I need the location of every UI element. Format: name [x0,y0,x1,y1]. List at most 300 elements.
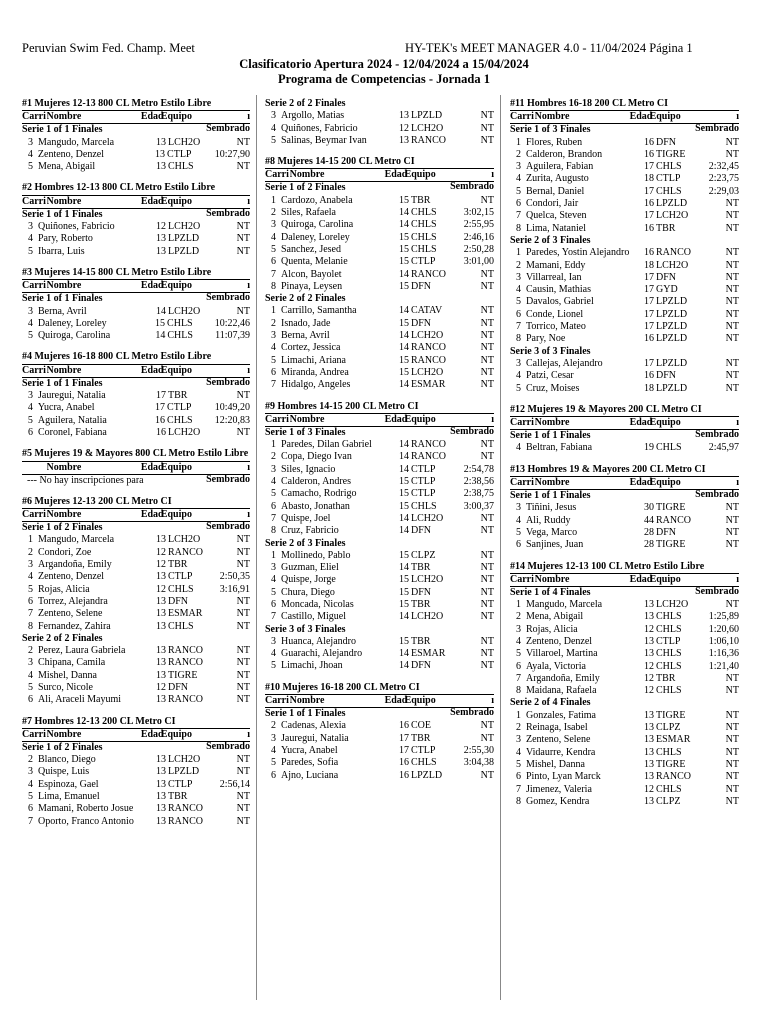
team-code: CHLS [411,500,437,512]
swimmer-age: 13 [156,136,166,148]
lane-number: 2 [516,148,521,160]
seed-time: NT [480,330,494,342]
seed-time: NT [236,620,250,632]
swimmer-age: 13 [156,669,166,681]
seed-time: NT [236,305,250,317]
swimmer-name: Siles, Ignacio [281,463,336,475]
lane-number: 6 [271,366,276,378]
team-code: CHLS [411,207,437,219]
lane-header: Carri [22,111,46,123]
event-title: #9 Hombres 14-15 200 CL Metro CI [265,400,419,412]
swimmer-age: 13 [156,245,166,257]
team-code: CHLS [656,746,682,758]
team-code: TIGRE [656,709,686,721]
swimmer-age: 30 [644,502,654,514]
team-code: TIGRE [656,148,686,160]
entry-row [265,318,494,330]
event-block [22,182,250,257]
team-code: ESMAR [411,648,446,660]
lane-number: 4 [516,442,521,454]
swimmer-name: Alcon, Bayolet [281,268,342,280]
entry-row [265,550,494,562]
lane-number: 6 [28,426,33,438]
lane-number: 8 [516,795,521,807]
seed-time: 2:32,45 [708,161,739,173]
entry-row [510,734,739,746]
swimmer-age: 14 [399,562,409,574]
team-code: CHLS [411,243,437,255]
entry-row [265,501,494,513]
entry-row [510,370,739,382]
heat-label: Serie 1 of 1 Finales [22,377,103,389]
heat-label: Serie 3 of 3 Finales [510,345,591,357]
entry-row [510,759,739,771]
entry-row [265,587,494,599]
swimmer-age: 15 [399,549,409,561]
age-header: Edad [140,195,164,207]
seed-time: 2:55,30 [463,744,494,756]
lane-number: 6 [28,595,33,607]
name-header: Nombre [46,728,82,740]
swimmer-name: Quispe, Luis [38,766,90,778]
swimmer-age: 14 [399,611,409,623]
team-code: CHLS [411,231,437,243]
team-code: TBR [411,598,431,610]
entry-row [22,402,250,414]
lane-number: 8 [271,280,276,292]
lane-number: 2 [28,645,33,657]
program-column-1 [22,98,250,837]
seed-time: 1:06,10 [708,635,739,647]
entry-row [22,246,250,258]
lane-number: 6 [516,771,521,783]
seed-time: NT [236,645,250,657]
lane-number: 4 [271,122,276,134]
swimmer-name: Gomez, Kendra [526,795,590,807]
team-header: Equipo [160,728,192,740]
swimmer-name: Surco, Nicole [38,681,93,693]
lane-number: 5 [28,245,33,257]
swimmer-name: Pary, Noe [526,333,566,345]
team-code: CTLP [168,571,193,583]
swimmer-name: Jauregui, Natalia [38,390,106,402]
seed-time: NT [236,559,250,571]
team-code: CHLS [168,620,194,632]
lane-number: 4 [271,574,276,586]
swimmer-name: Quiñones, Fabricio [38,221,115,233]
swimmer-age: 13 [644,795,654,807]
seed-time: NT [236,803,250,815]
entry-row [22,427,250,439]
team-code: RANCO [168,546,204,558]
lane-number: 6 [28,694,33,706]
seed-time: NT [725,734,739,746]
seed-time: NT [480,562,494,574]
team-code: CHLS [167,317,193,329]
team-code: CTLP [167,148,192,160]
seed-header: ı Sembrado [695,573,740,597]
seed-time: NT [480,769,494,781]
entry-row [22,161,250,173]
team-code: DFN [411,660,432,672]
swimmer-age: 15 [399,574,409,586]
entry-row [265,525,494,537]
swimmer-name: Villaroel, Martina [526,648,598,660]
swimmer-age: 16 [399,720,409,732]
seed-time: NT [725,198,739,210]
swimmer-name: Jimenez, Valeria [526,783,592,795]
swimmer-name: Zenteno, Denzel [38,571,105,583]
entry-row [22,306,250,318]
seed-header: ı Sembrado [450,413,495,437]
lane-number: 5 [271,134,276,146]
entry-row [510,383,739,395]
swimmer-age: 28 [644,539,654,551]
swimmer-age: 15 [399,194,409,206]
team-code: TBR [411,194,431,206]
swimmer-age: 12 [156,546,166,558]
team-code: LCH2O [168,754,201,766]
swimmer-name: Mena, Abigail [38,161,96,173]
heat-label: Serie 1 of 4 Finales [510,586,591,598]
swimmer-age: 15 [155,317,166,329]
team-code: LPZLD [168,766,200,778]
swimmer-name: Berna, Avril [38,305,87,317]
team-code: LCH2O [411,611,444,623]
lane-number: 5 [271,586,276,598]
age-header: Edad [384,413,408,425]
team-code: RANCO [168,815,204,827]
lane-number: 3 [28,657,33,669]
entry-row [265,562,494,574]
seed-time: NT [236,791,250,803]
entry-row [510,210,739,222]
swimmer-name: Zenteno, Selene [526,734,591,746]
swimmer-age: 16 [156,426,166,438]
swimmer-name: Flores, Ruben [526,136,583,148]
lane-header: Carri [22,280,46,292]
entry-row [265,244,494,256]
lane-header: Carri [510,417,534,429]
name-header: Nombre [46,461,82,473]
seed-time: 2:56,14 [219,778,250,790]
seed-header: ı Sembrado [206,280,250,304]
lane-number: 3 [28,221,33,233]
lane-number: 3 [271,110,276,122]
swimmer-age: 15 [399,231,409,243]
name-header: Nombre [289,413,325,425]
entry-row [22,754,250,766]
team-code: RANCO [411,342,447,354]
swimmer-age: 14 [399,648,409,660]
swimmer-age: 13 [644,722,654,734]
seed-time: NT [480,720,494,732]
lane-number: 2 [516,722,521,734]
swimmer-age: 17 [644,161,654,173]
column-divider [500,95,501,1000]
entry-row [265,342,494,354]
lane-header: Carri [265,695,289,707]
team-code: LCH2O [168,136,201,148]
swimmer-age: 14 [399,525,409,537]
seed-time: NT [480,366,494,378]
seed-time: NT [725,526,739,538]
seed-time: NT [480,342,494,354]
swimmer-name: Guarachi, Alejandro [281,648,363,660]
swimmer-age: 19 [644,442,654,454]
swimmer-age: 13 [644,635,654,647]
team-code: CTLP [168,778,193,790]
heat-label: Serie 1 of 1 Finales [265,708,346,720]
swimmer-name: Oporto, Franco Antonio [38,815,134,827]
entry-row [510,247,739,259]
swimmer-age: 13 [644,611,654,623]
entry-row [510,648,739,660]
swimmer-name: Mishel, Danna [38,669,97,681]
seed-time: NT [236,534,250,546]
swimmer-name: Aguilera, Natalia [37,414,107,426]
seed-time: 3:04,38 [463,757,494,769]
lane-number: 3 [28,305,33,317]
lane-number: 5 [516,185,521,197]
lane-number: 5 [27,330,33,342]
event-title: #8 Mujeres 14-15 200 CL Metro CI [265,156,415,168]
seed-time: NT [480,439,494,451]
seed-time: NT [725,271,739,283]
swimmer-age: 15 [399,243,409,255]
seed-time: NT [236,390,250,402]
swimmer-name: Chipana, Camila [38,657,106,669]
swimmer-name: Limachi, Ariana [281,354,346,366]
seed-time: NT [725,795,739,807]
seed-time: NT [725,783,739,795]
event-block [510,561,739,809]
seed-time: NT [236,815,250,827]
team-code: TBR [656,672,676,684]
lane-number: 4 [516,173,521,185]
swimmer-age: 13 [644,734,654,746]
seed-time: 2:23,75 [708,173,739,185]
swimmer-age: 14 [399,463,409,475]
age-header: Edad [384,169,408,181]
lane-number: 7 [271,512,276,524]
lane-number: 7 [516,672,521,684]
team-header: Equipo [649,573,681,585]
swimmer-age: 13 [156,803,166,815]
team-header: Equipo [649,111,681,123]
swimmer-age: 15 [399,488,409,500]
lane-number: 2 [28,754,33,766]
lane-number: 3 [28,559,33,571]
entry-row [265,599,494,611]
heat-label: Serie 2 of 2 Finales [265,98,346,109]
swimmer-name: Ali, Ruddy [526,514,571,526]
seed-time: 3:00,37 [463,500,494,512]
swimmer-name: Chura, Diego [281,586,335,598]
team-code: DFN [411,280,432,292]
entry-row [22,149,250,161]
lane-header: Carri [510,111,534,123]
swimmer-name: Aguilera, Fabian [526,161,594,173]
lane-number: 4 [516,284,521,296]
team-code: CLPZ [656,722,681,734]
entry-row [510,137,739,149]
lane-number: 5 [271,660,276,672]
lane-number: 2 [516,259,521,271]
seed-time: NT [725,746,739,758]
entry-row [22,608,250,620]
entry-row [510,173,739,185]
swimmer-age: 12 [156,559,166,571]
team-code: CHLS [167,414,193,426]
swimmer-age: 13 [156,754,166,766]
entry-row [265,269,494,281]
swimmer-name: Callejas, Alejandro [526,357,603,369]
swimmer-age: 15 [399,476,409,488]
seed-time: NT [725,333,739,345]
entry-row [510,358,739,370]
seed-time: NT [480,268,494,280]
entry-row [265,305,494,317]
lane-header: Carri [22,728,46,740]
seed-time: NT [236,766,250,778]
lane-number: 2 [271,207,276,219]
swimmer-name: Calderon, Andres [281,476,351,488]
lane-number: 4 [516,514,521,526]
age-header: Edad [384,695,408,707]
swimmer-age: 14 [399,330,409,342]
no-entries-note: --- No hay inscripciones para [27,474,144,486]
name-header: Nombre [534,111,570,123]
entry-row [265,611,494,623]
team-code: TBR [168,791,188,803]
seed-time: NT [480,122,494,134]
seed-time: NT [725,502,739,514]
swimmer-age: 13 [399,134,409,146]
seed-time: NT [725,296,739,308]
name-header: Nombre [534,417,570,429]
name-header: Nombre [534,477,570,489]
entry-row [265,135,494,147]
event-title: #4 Mujeres 16-18 800 CL Metro Estilo Libre [22,351,212,363]
swimmer-name: Maidana, Rafaela [526,685,597,697]
heat-label: Serie 1 of 1 Finales [22,293,103,305]
entry-row [265,123,494,135]
team-code: LCH2O [656,599,689,611]
entry-row [510,161,739,173]
seed-time: NT [480,451,494,463]
team-code: TBR [656,222,676,234]
team-header: Equipo [404,695,436,707]
age-header: Edad [140,509,164,521]
swimmer-age: 16 [644,198,654,210]
swimmer-name: Beltran, Fabiana [526,442,593,454]
lane-number: 1 [516,709,521,721]
lane-header: Carri [22,364,46,376]
swimmer-name: Paredes, Sofia [281,757,339,769]
heat-label: Serie 2 of 4 Finales [510,697,591,709]
seed-time: NT [725,357,739,369]
team-code: COE [411,720,431,732]
lane-number: 4 [516,635,521,647]
swimmer-name: Berna, Avril [281,330,330,342]
swimmer-name: Guzman, Eliel [281,562,339,574]
entry-row [265,195,494,207]
entry-row [265,464,494,476]
team-code: TIGRE [656,758,686,770]
swimmer-age: 13 [156,766,166,778]
name-header: Nombre [46,195,82,207]
lane-number: 7 [271,379,276,391]
seed-time: NT [480,512,494,524]
swimmer-age: 13 [156,608,166,620]
seed-time: 2:29,03 [708,185,739,197]
swimmer-age: 18 [644,173,654,185]
lane-number: 4 [27,317,33,329]
team-code: CHLS [656,783,682,795]
seed-time: NT [236,754,250,766]
lane-number: 4 [271,231,276,243]
lane-number: 5 [271,243,276,255]
heat-label: Serie 1 of 1 Finales [510,490,591,502]
swimmer-age: 16 [644,247,654,259]
team-code: RANCO [656,247,692,259]
seed-time: NT [725,685,739,697]
swimmer-name: Isnado, Jade [281,317,331,329]
event-title: #12 Mujeres 19 & Mayores 200 CL Metro CI [510,403,702,415]
seed-time: NT [480,194,494,206]
lane-number: 6 [516,198,521,210]
lane-number: 7 [516,321,521,333]
team-header: Equipo [160,280,192,292]
team-code: CHLS [656,648,682,660]
lane-number: 5 [516,526,521,538]
lane-number: 5 [271,488,276,500]
swimmer-age: 17 [644,185,654,197]
lane-number: 8 [516,685,521,697]
team-code: CHLS [656,442,682,454]
lane-number: 3 [28,766,33,778]
entry-row [510,186,739,198]
swimmer-age: 17 [644,271,654,283]
column-divider [256,95,257,1000]
team-code: DFN [168,595,189,607]
swimmer-name: Cruz, Moises [526,382,580,394]
event-block [265,156,494,391]
seed-time: 2:55,95 [463,219,494,231]
team-code: CHLS [167,330,193,342]
swimmer-age: 13 [156,815,166,827]
team-code: GYD [656,284,678,296]
swimmer-age: 15 [399,635,409,647]
lane-number: 3 [271,463,276,475]
entry-row [265,476,494,488]
swimmer-age: 16 [644,333,654,345]
team-code: DFN [656,136,677,148]
seed-time: NT [480,549,494,561]
swimmer-age: 15 [399,354,409,366]
entry-row [265,733,494,745]
team-code: LCH2O [411,366,444,378]
event-block [265,682,494,782]
seed-time: 12:20,83 [214,414,250,426]
heat-label: Serie 1 of 3 Finales [265,426,346,438]
swimmer-name: Bernal, Daniel [526,185,585,197]
lane-number: 4 [27,148,33,160]
lane-number: 8 [516,222,521,234]
team-code: TIGRE [656,502,686,514]
seed-time: 2:50,35 [219,571,250,583]
